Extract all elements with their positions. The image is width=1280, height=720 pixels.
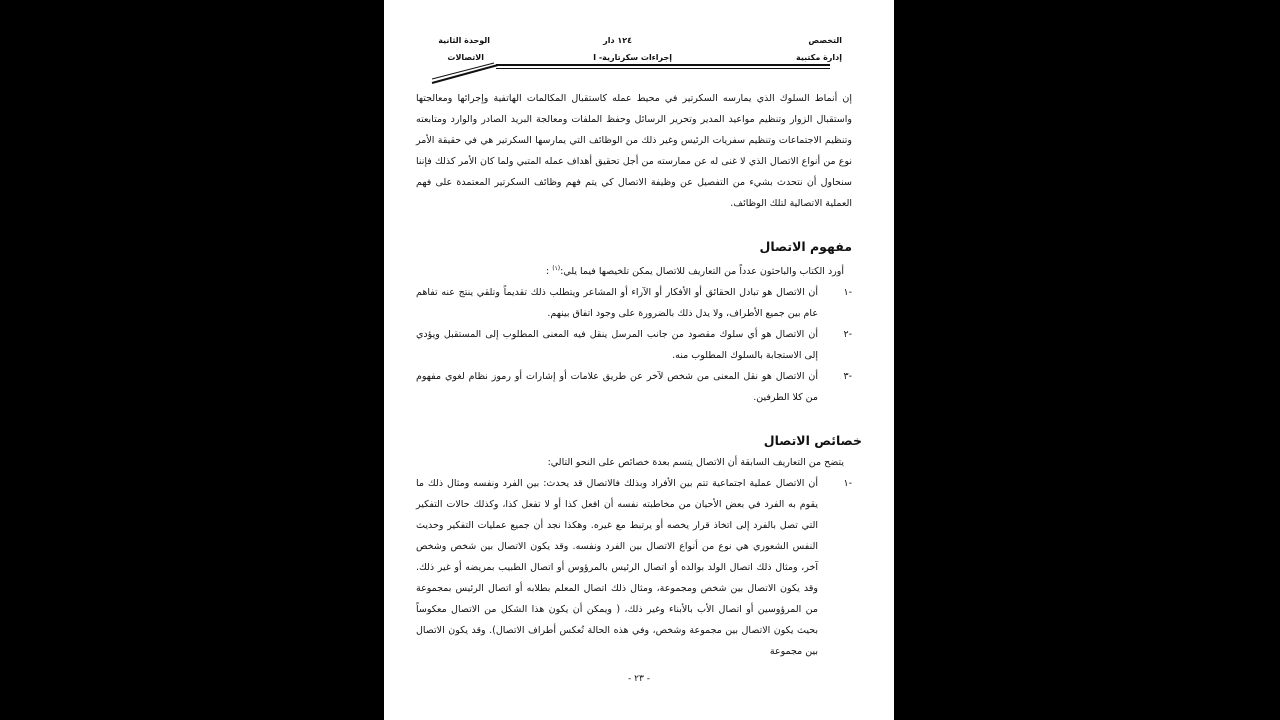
concept-item-number: -١ [843, 287, 852, 299]
header-unit-value: الاتصالات [447, 53, 484, 62]
document-page [384, 0, 894, 720]
concept-item-text: أن الاتصال هو نقل المعنى من شخص لآخر عن طريق علامات أو إشارات أو رموز نظام لغوي مفهوم من كلا الطرفين. [416, 371, 818, 404]
concept-item-text: أن الاتصال هو أي سلوك مقصود من جانب المرسل ينقل فيه المعنى المطلوب إلى المستقبل ويؤدي إلى الاستجابة بالسلوك المطلوب منه. [416, 329, 818, 362]
intro-paragraph: إن أنماط السلوك الذي يمارسه السكرتير في محيط عمله كاستقبال المكالمات الهاتفية وإجرائها ومعالجتها واستقبال الزوار وتنظيم مواعيد المدير وتحرير الرسائل وحفظ الملفات ومعالجة البريد الصادر والوارد ومتابعته وتنظيم الاجتماعات وتنظيم سفريات الرئيس وغير ذلك من الوظائف التي يمارسها السكرتير هي في حقيقة الأمر نوع من أنواع الاتصال الذي لا غنى له عن ممارسته من أجل تحقيق أهداف عمله المتبي ولما كان الأمر كذلك فإننا سنحاول أن نتحدث بشيء من التفصيل عن وظيفة الاتصال كي يتم فهم وظائف السكرتير المعتمدة على فهم العملية الاتصالية لتلك الوظائف. [416, 93, 852, 209]
concept-item-number: -٣ [843, 371, 852, 383]
concept-item [416, 282, 852, 324]
footnote-ref: (١) [552, 265, 561, 272]
concept-item-text: أن الاتصال هو تبادل الحقائق أو الأفكار أو الآراء أو المشاعر ويتطلب ذلك تقديماً وتلقي ينتج عنه تفاهم عام بين جميع الأطراف، ولا يدل ذلك بالضرورة على وجود اتفاق بينهم. [416, 287, 818, 320]
header-rule-thin [496, 68, 830, 69]
header-slash-decoration [428, 62, 500, 86]
page-number: - ٢٣ - [628, 674, 650, 684]
header-specialty-label: التخصص [808, 36, 842, 45]
concept-item [416, 324, 852, 366]
characteristics-item [416, 473, 852, 662]
concept-lead [416, 258, 852, 282]
section-heading-concept: مفهوم الاتصال [759, 239, 852, 254]
concept-item [416, 366, 852, 408]
characteristics-lead: يتضح من التعاريف السابقة أن الاتصال يتسم بعدة خصائص على النحو التالي: [547, 457, 844, 469]
header-unit-label: الوحدة الثانية [438, 36, 490, 45]
page-content [416, 88, 862, 662]
concept-lead-end: : [545, 266, 550, 278]
concept-lead-text: أورد الكتاب والباحثون عدداً من التعاريف للاتصال يمكن تلخيصها فيما يلي: [560, 266, 844, 278]
header-specialty-value: إدارة مكتبية [796, 53, 842, 62]
concept-item-number: -٢ [843, 329, 852, 341]
header-course-name: إجراءات سكرتارية- I [593, 53, 672, 62]
characteristics-item-text: أن الاتصال عملية اجتماعية تتم بين الأفراد وبذلك فالاتصال قد يحدث: بين الفرد ونفسه ومثال ذلك ما يقوم به الفرد في بعض الأحيان من مخاطبته نفسه أن افعل كذا أو لا تفعل كذا، وكذلك حالات التفكير التي تصل بالفرد إلى اتخاذ قرار يخصه أو يرتبط مع غيره. وهكذا نجد أن جميع عمليات التفكير وحديث النفس الشعوري هي نوع من أنواع الاتصال بين الفرد ونفسه. وقد يكون الاتصال بين شخص وشخص آخر، ومثال ذلك اتصال الولد بوالده أو اتصال الرئيس بالمرؤوس أو اتصال الطبيب بمريضه أو غير ذلك. وقد يكون الاتصال بين شخص ومجموعة، ومثال ذلك اتصال المعلم بطلابه أو اتصال الرئيس بمجموعة من المرؤوسين أو اتصال الأب بالأبناء وغير ذلك، ( ويمكن أن يكون هذا الشكل من الاتصال معكوساً بحيث يكون الاتصال بين مجموعة وشخص، وفي هذه الحالة تُعكس أطراف الاتصال). وقد يكون الاتصال بين مجموعة [416, 478, 818, 658]
header-course-code: ١٢٤ دار [603, 36, 632, 45]
characteristics-item-number: -١ [843, 478, 852, 490]
header-rule [496, 64, 830, 66]
section-heading-characteristics: خصائص الاتصال [763, 433, 862, 449]
